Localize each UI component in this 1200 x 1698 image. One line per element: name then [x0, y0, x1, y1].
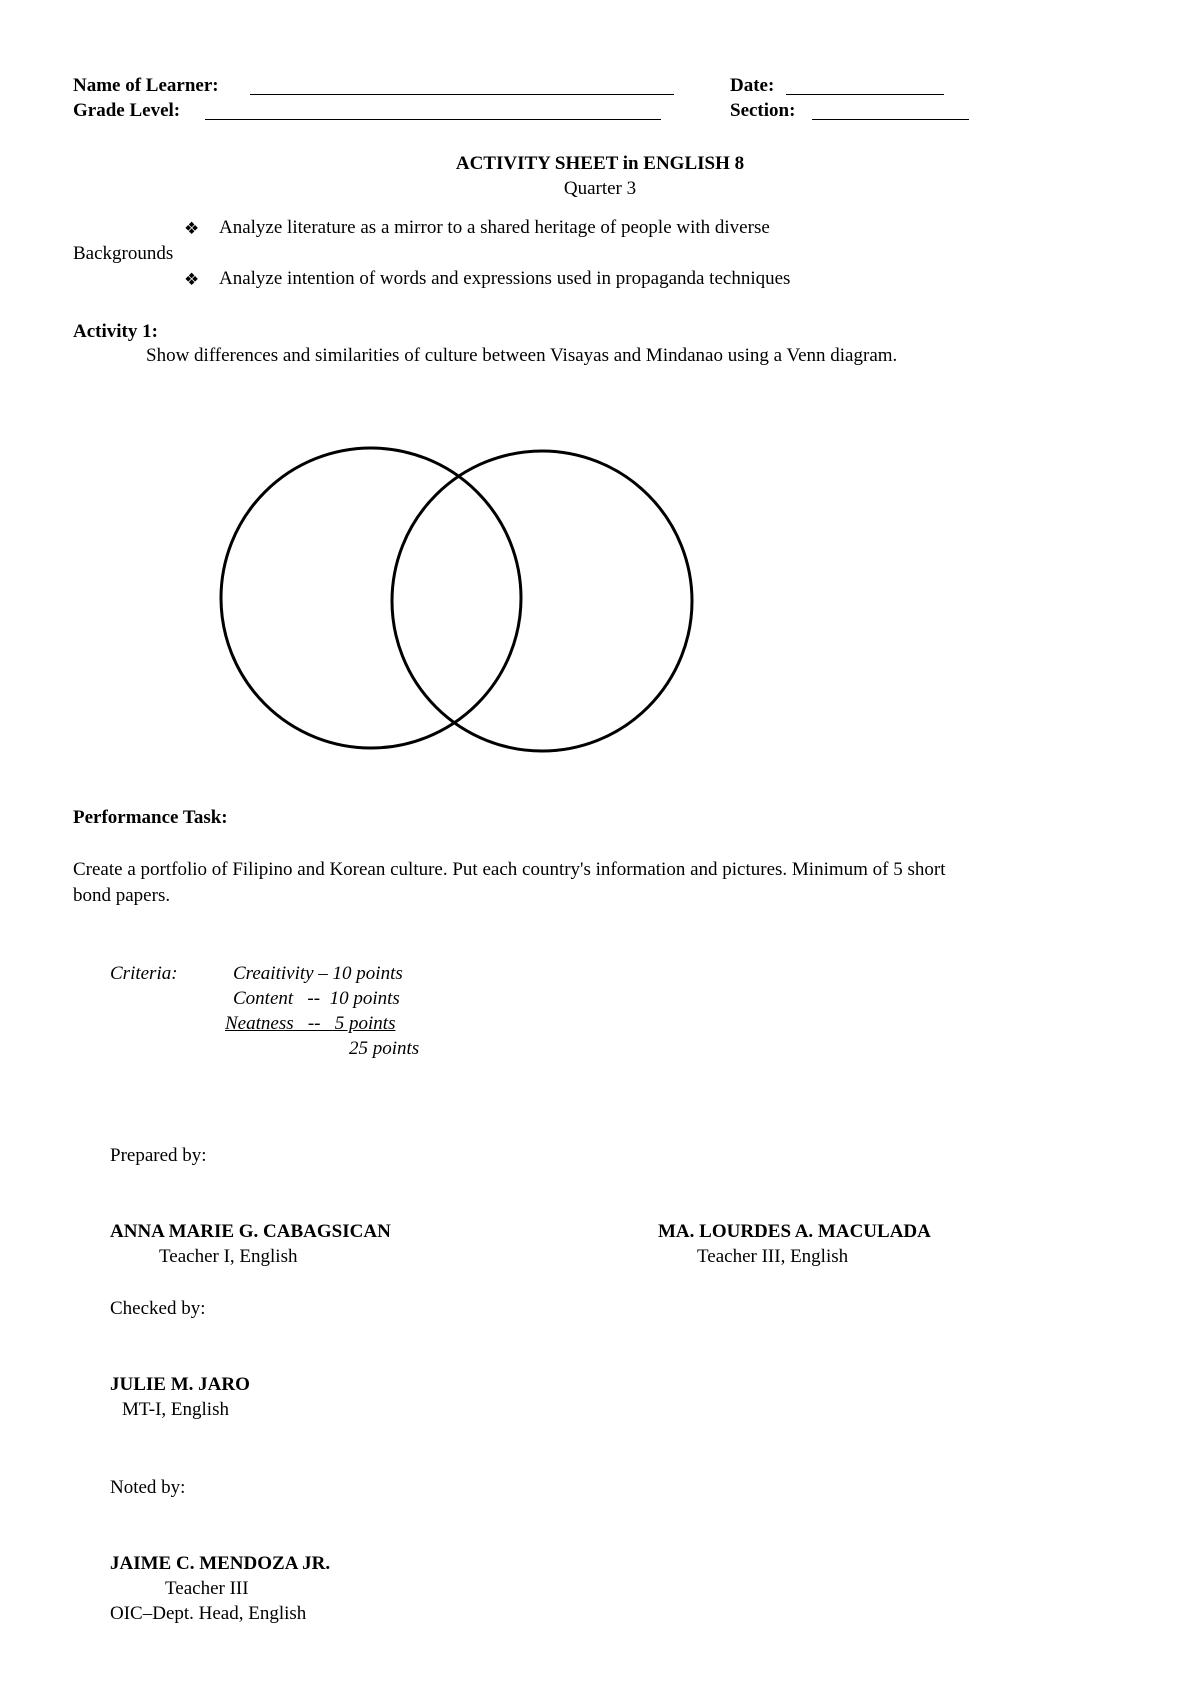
criteria-creativity: Creaitivity – 10 points — [233, 963, 403, 984]
checker-title: MT-I, English — [122, 1399, 229, 1420]
quarter-subtitle: Quarter 3 — [563, 178, 637, 199]
noter-name: JAIME C. MENDOZA JR. — [110, 1553, 331, 1574]
section-label: Section: — [730, 100, 796, 121]
preparer-2-name: MA. LOURDES A. MACULADA — [658, 1221, 931, 1242]
preparer-1-name: ANNA MARIE G. CABAGSICAN — [110, 1221, 391, 1242]
page-title: ACTIVITY SHEET in ENGLISH 8 — [455, 153, 745, 174]
criteria-content: Content -- 10 points — [233, 988, 400, 1009]
noted-by-label: Noted by: — [110, 1477, 186, 1498]
checker-name: JULIE M. JARO — [110, 1374, 250, 1395]
diamond-bullet-icon: ❖ — [184, 219, 200, 239]
diamond-bullet-icon: ❖ — [184, 270, 200, 290]
criteria-neatness: Neatness -- 5 points — [225, 1013, 396, 1034]
prepared-by-label: Prepared by: — [110, 1145, 207, 1166]
venn-right-circle — [392, 451, 692, 751]
preparer-1-title: Teacher I, English — [159, 1246, 298, 1267]
checked-by-label: Checked by: — [110, 1298, 206, 1319]
performance-task-line-2: bond papers. — [73, 885, 171, 906]
objective-1-continuation: Backgrounds — [73, 243, 174, 264]
activity-1-heading: Activity 1: — [73, 321, 158, 342]
performance-task-heading: Performance Task: — [73, 807, 228, 828]
preparer-2-title: Teacher III, English — [697, 1246, 849, 1267]
objective-1-text: Analyze literature as a mirror to a shared heritage of people with diverse — [219, 217, 770, 238]
date-label: Date: — [730, 75, 775, 96]
objective-2-text: Analyze intention of words and expressions used in propaganda techniques — [219, 268, 791, 289]
activity-1-instruction: Show differences and similarities of culture between Visayas and Mindanao using a Venn diagram. — [146, 345, 898, 366]
noter-title: Teacher III — [165, 1578, 249, 1599]
noter-position: OIC–Dept. Head, English — [110, 1603, 307, 1624]
grade-level-label: Grade Level: — [73, 100, 181, 121]
name-of-learner-label: Name of Learner: — [73, 75, 219, 96]
criteria-label: Criteria: — [110, 963, 178, 984]
venn-left-circle — [221, 448, 521, 748]
criteria-total: 25 points — [349, 1038, 420, 1059]
performance-task-line-1: Create a portfolio of Filipino and Korean culture. Put each country's information and pictures. Minimum of 5 short — [73, 859, 946, 880]
